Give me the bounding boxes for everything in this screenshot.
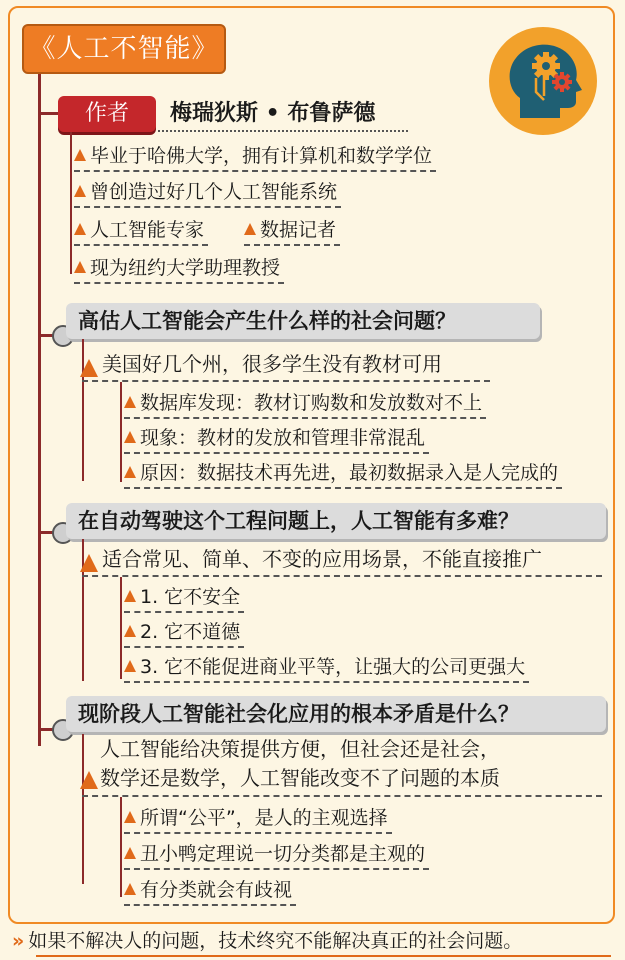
bullet-text: 毕业于哈佛大学，拥有计算机和数学学位: [90, 145, 433, 167]
bullet-text: 数据库发现：教材订购数和发放数对不上: [140, 392, 483, 414]
bullet-triangle-icon: [124, 625, 136, 637]
section-2-point-1: [124, 583, 244, 613]
section-2-points-connector: [120, 577, 122, 679]
section-3-answer-line-2: 数学还是数学，人工智能改变不了问题的本质: [100, 766, 500, 790]
bullet-text: 丑小鸭定理说一切分类都是主观的: [140, 843, 426, 865]
author-bullet-education: [74, 142, 436, 172]
bullet-text: 3. 它不能促进商业平等，让强大的公司更强大: [140, 656, 526, 678]
author-bullet-systems: [74, 178, 341, 208]
section-3-answer-line-1: 人工智能给决策提供方便，但社会还是社会，: [100, 737, 500, 761]
section-3-answer-underline: [82, 795, 602, 797]
bullet-triangle-icon: [80, 771, 98, 789]
author-bullet-professor: [74, 254, 284, 284]
bullet-triangle-icon: [80, 359, 98, 377]
author-tag: 作者: [58, 96, 156, 132]
double-chevron-right-icon: »: [12, 930, 25, 952]
section-3-question: 现阶段人工智能社会化应用的根本矛盾是什么？: [66, 696, 606, 732]
bullet-text: 现为纽约大学助理教授: [90, 257, 281, 279]
author-branch: [38, 112, 60, 115]
section-1-points-connector: [120, 382, 122, 482]
bullet-text: 有分类就会有歧视: [140, 879, 293, 901]
bullet-text: 2. 它不道德: [140, 621, 241, 643]
section-3-connector: [82, 734, 84, 884]
bullet-text: 1. 它不安全: [140, 586, 241, 608]
author-name: 梅瑞狄斯 • 布鲁萨德: [170, 101, 376, 126]
section-1-answer: 美国好几个州，很多学生没有教材可用: [102, 352, 442, 376]
bullet-triangle-icon: [74, 149, 86, 161]
section-2-point-2: [124, 618, 244, 648]
bullet-triangle-icon: [74, 261, 86, 273]
section-3-point-1: [124, 804, 392, 834]
conclusion-text: 如果不解决人的问题，技术终究不能解决真正的社会问题。: [28, 930, 523, 952]
conclusion-underline: [36, 955, 611, 957]
bullet-text: 现象：教材的发放和管理非常混乱: [140, 427, 426, 449]
bullet-triangle-icon: [124, 847, 136, 859]
section-1-point-2: [124, 424, 429, 454]
bullet-triangle-icon: [74, 223, 86, 235]
section-2-question: 在自动驾驶这个工程问题上，人工智能有多难？: [66, 503, 606, 539]
section-2-answer-underline: [82, 575, 602, 577]
bullet-triangle-icon: [80, 554, 98, 572]
bullet-text: 数据记者: [260, 219, 337, 241]
section-1-question: 高估人工智能会产生什么样的社会问题？: [66, 303, 540, 339]
bullet-triangle-icon: [124, 811, 136, 823]
conclusion: [12, 926, 522, 956]
bullet-triangle-icon: [124, 590, 136, 602]
section-1-answer-underline: [82, 380, 490, 382]
author-bullet-ai-expert: [74, 216, 208, 246]
bullet-triangle-icon: [124, 396, 136, 408]
bullet-text: 曾创造过好几个人工智能系统: [90, 181, 338, 203]
mindmap-trunk: [38, 74, 41, 746]
bullet-triangle-icon: [124, 466, 136, 478]
section-3-points-connector: [120, 797, 122, 897]
bullet-text: 原因：数据技术再先进，最初数据录入是人完成的: [140, 462, 559, 484]
bullet-text: 所谓“公平”，是人的主观选择: [140, 807, 388, 829]
bullet-triangle-icon: [244, 223, 256, 235]
author-bullet-connector: [70, 132, 72, 274]
section-2-point-3: [124, 653, 529, 683]
bullet-text: 人工智能专家: [90, 219, 205, 241]
author-bullet-data-journalist: [244, 216, 340, 246]
section-3-point-2: [124, 840, 429, 870]
section-3-point-3: [124, 876, 296, 906]
section-1-point-1: [124, 389, 486, 419]
bullet-triangle-icon: [74, 185, 86, 197]
section-2-answer: 适合常见、简单、不变的应用场景，不能直接推广: [102, 547, 542, 571]
section-1-point-3: [124, 459, 562, 489]
bullet-triangle-icon: [124, 883, 136, 895]
head-gears-icon: [488, 26, 598, 136]
book-title: 《人工不智能》: [22, 24, 226, 74]
author-underline: [158, 130, 408, 132]
bullet-triangle-icon: [124, 431, 136, 443]
bullet-triangle-icon: [124, 660, 136, 672]
